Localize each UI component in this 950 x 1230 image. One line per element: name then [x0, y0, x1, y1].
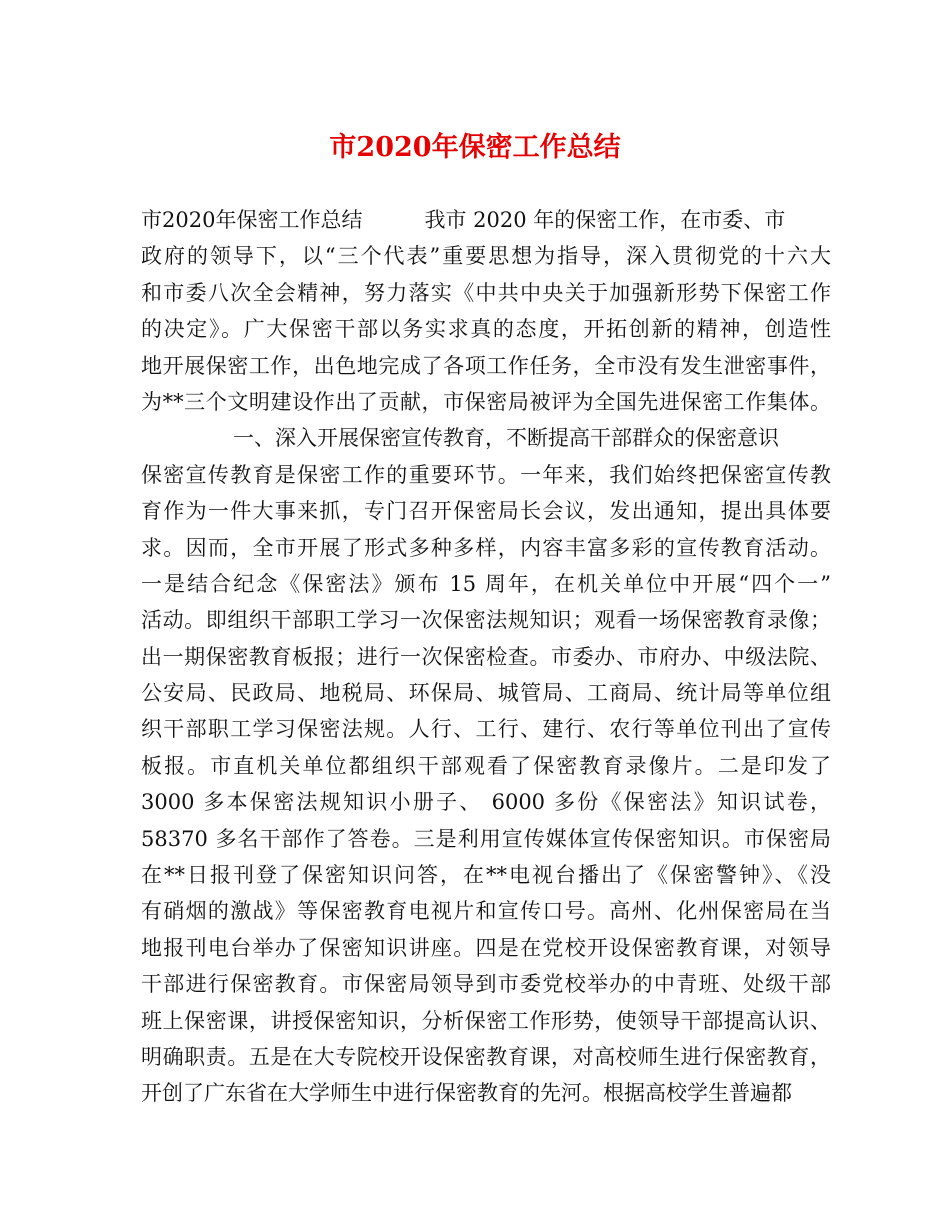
text-line: 为**三个文明建设作出了贡献，市保密局被评为全国先进保密工作集体。 [141, 389, 831, 414]
text-line: 公安局、民政局、地税局、环保局、城管局、工商局、统计局等单位组 [141, 681, 831, 706]
document-body [141, 202, 831, 1112]
text-line [141, 420, 831, 456]
text-line: 地报刊电台举办了保密知识讲座。四是在党校开设保密教育课，对领导 [141, 935, 831, 960]
text-line: 在**日报刊登了保密知识问答，在**电视台播出了《保密警钟》、《没 [141, 863, 831, 888]
text-line: 明确职责。五是在大专院校开设保密教育课，对高校师生进行保密教育， [141, 1044, 831, 1069]
text-line: 一是结合纪念《保密法》颁布 15 周年，在机关单位中开展“四个一” [141, 571, 831, 596]
text-line: 保密宣传教育是保密工作的重要环节。一年来，我们始终把保密宣传教 [141, 462, 831, 487]
text-line: 3000 多本保密法规知识小册子、 6000 多份《保密法》知识试卷， [141, 790, 831, 815]
text-line: 和市委八次全会精神，努力落实《中共中央关于加强新形势下保密工作 [141, 280, 831, 305]
text-line: 开创了广东省在大学师生中进行保密教育的先河。根据高校学生普遍都 [141, 1081, 792, 1106]
document-title: 市2020年保密工作总结 [329, 132, 621, 163]
inline-heading: 市2020年保密工作总结 [141, 208, 363, 232]
text-line: 的决定》。广大保密干部以务实求真的态度，开拓创新的精神，创造性 [141, 317, 831, 342]
text-line: 干部进行保密教育。市保密局领导到市委党校举办的中青班、处级干部 [141, 972, 831, 997]
text-line: 地开展保密工作，出色地完成了各项工作任务，全市没有发生泄密事件， [141, 353, 831, 378]
text-line: 育作为一件大事来抓，专门召开保密局长会议，发出通知，提出具体要 [141, 499, 831, 524]
text-line [141, 202, 831, 238]
text-line: 班上保密课，讲授保密知识，分析保密工作形势，使领导干部提高认识、 [141, 1008, 831, 1033]
text-line: 58370 多名干部作了答卷。三是利用宣传媒体宣传保密知识。市保密局 [141, 826, 831, 851]
text-line: 有硝烟的激战》等保密教育电视片和宣传口号。高州、化州保密局在当 [141, 899, 831, 924]
text-line: 活动。即组织干部职工学习一次保密法规知识；观看一场保密教育录像； [141, 608, 831, 633]
section-heading: 一、深入开展保密宣传教育，不断提高干部群众的保密意识 [233, 426, 779, 451]
line-text: 我市 2020 年的保密工作，在市委、市 [424, 208, 786, 232]
text-line: 织干部职工学习保密法规。人行、工行、建行、农行等单位刊出了宣传 [141, 717, 831, 742]
text-line: 政府的领导下，以“三个代表”重要思想为指导，深入贯彻党的十六大 [141, 244, 831, 269]
text-line: 板报。市直机关单位都组织干部观看了保密教育录像片。二是印发了 [141, 753, 831, 778]
text-line: 求。因而，全市开展了形式多种多样，内容丰富多彩的宣传教育活动。 [141, 535, 831, 560]
text-line: 出一期保密教育板报；进行一次保密检查。市委办、市府办、中级法院、 [141, 644, 831, 669]
